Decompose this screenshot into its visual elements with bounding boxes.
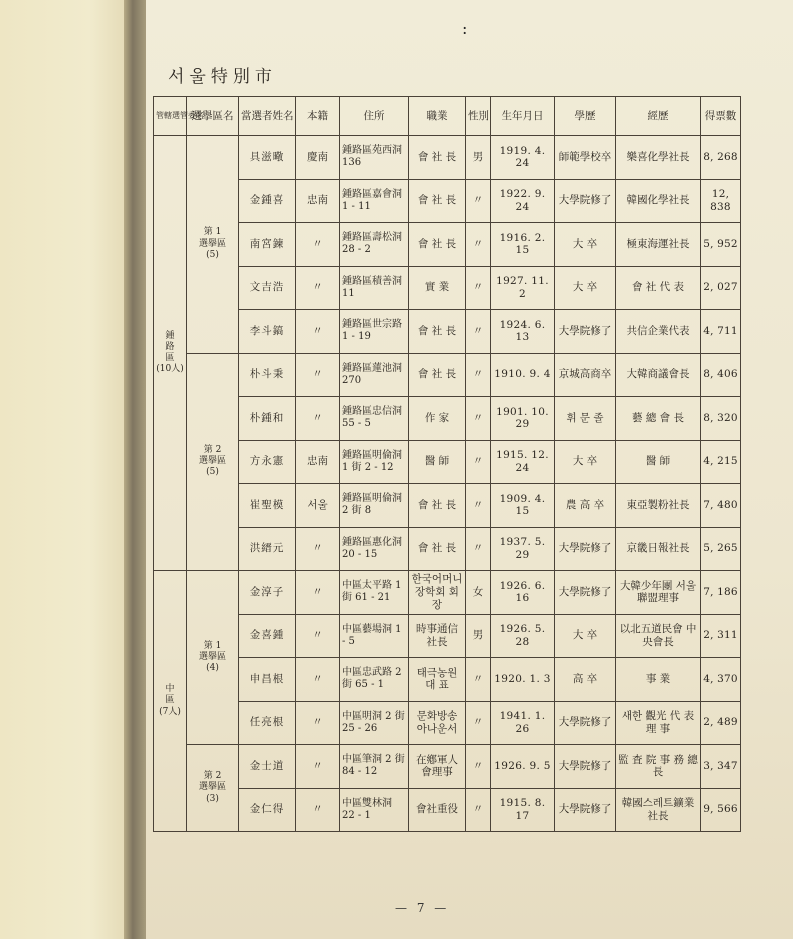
table-row <box>154 223 741 267</box>
cell-sex: 〃 <box>466 527 491 571</box>
cell-career: 監 査 院 事 務 總 長 <box>616 745 701 789</box>
cell-name: 崔聖模 <box>239 484 296 528</box>
header-district: 管轄選管委名 <box>154 97 187 136</box>
cell-sex: 〃 <box>466 397 491 441</box>
cell-career: 樂喜化學社長 <box>616 136 701 180</box>
constituency-cell <box>187 745 239 832</box>
cell-education: 大學院修了 <box>555 788 616 832</box>
cell-occupation: 會 社 長 <box>409 223 466 267</box>
cell-occupation: 會 社 長 <box>409 310 466 354</box>
cell-education: 大學院修了 <box>555 179 616 223</box>
cell-sex: 〃 <box>466 223 491 267</box>
header-address: 住所 <box>340 97 409 136</box>
cell-birth: 1919. 4. 24 <box>491 136 555 180</box>
cell-address: 鍾路區忠信洞 55 - 5 <box>340 397 409 441</box>
district-text: 中 <box>165 684 175 695</box>
cell-name: 金淳子 <box>239 571 296 615</box>
cell-career: 醫 師 <box>616 440 701 484</box>
cell-sex: 〃 <box>466 310 491 354</box>
cell-education: 大學院修了 <box>555 745 616 789</box>
constituency-text: 第 2 <box>203 444 222 455</box>
table-row <box>154 484 741 528</box>
cell-career: 極東海運社長 <box>616 223 701 267</box>
cell-name: 朴斗秉 <box>239 353 296 397</box>
cell-occupation: 태극농원 대 표 <box>409 658 466 702</box>
district-text: 鍾 <box>165 330 175 341</box>
cell-career: 會 社 代 表 <box>616 266 701 310</box>
cell-career: 大韓商議會長 <box>616 353 701 397</box>
cell-votes: 8, 406 <box>701 353 741 397</box>
cell-occupation: 문화방송 아나운서 <box>409 701 466 745</box>
cell-votes: 5, 265 <box>701 527 741 571</box>
table-row <box>154 179 741 223</box>
header-birth: 生年月日 <box>491 97 555 136</box>
district-cell <box>154 571 187 832</box>
page-number: — 7 — <box>395 901 450 915</box>
city-title: 서울特別市 <box>168 67 277 87</box>
cell-hometown: 〃 <box>296 614 340 658</box>
cell-birth: 1924. 6. 13 <box>491 310 555 354</box>
cell-address: 鍾路區明倫洞 1 街 2 - 12 <box>340 440 409 484</box>
cell-address: 鍾路區積善洞 11 <box>340 266 409 310</box>
cell-votes: 9, 566 <box>701 788 741 832</box>
cell-occupation: 會 社 長 <box>409 179 466 223</box>
header-career: 經歷 <box>616 97 701 136</box>
cell-votes: 12, 838 <box>701 179 741 223</box>
cell-name: 文吉浩 <box>239 266 296 310</box>
cell-votes: 2, 311 <box>701 614 741 658</box>
cell-address: 鍾路區蓮池洞 270 <box>340 353 409 397</box>
header-hometown: 本籍 <box>296 97 340 136</box>
district-text: (7人) <box>159 706 181 717</box>
cell-occupation: 會 社 長 <box>409 527 466 571</box>
cell-sex: 〃 <box>466 484 491 528</box>
elected-members-table <box>153 96 741 832</box>
cell-sex: 〃 <box>466 440 491 484</box>
cell-occupation: 會 社 長 <box>409 484 466 528</box>
cell-sex: 男 <box>466 136 491 180</box>
constituency-text: (5) <box>206 467 219 478</box>
cell-hometown: 〃 <box>296 353 340 397</box>
cell-name: 金士道 <box>239 745 296 789</box>
cell-birth: 1920. 1. 3 <box>491 658 555 702</box>
cell-education: 大學院修了 <box>555 310 616 354</box>
header-occupation: 職業 <box>409 97 466 136</box>
table-row <box>154 658 741 702</box>
constituency-text: 選擧區 <box>198 782 226 793</box>
cell-sex: 女 <box>466 571 491 615</box>
cell-name: 申昌根 <box>239 658 296 702</box>
table-row <box>154 310 741 354</box>
cell-hometown: 〃 <box>296 397 340 441</box>
cell-occupation: 在鄕軍人 會理事 <box>409 745 466 789</box>
cell-birth: 1909. 4. 15 <box>491 484 555 528</box>
constituency-text: 第 2 <box>203 771 222 782</box>
left-page-edge <box>0 0 128 939</box>
cell-occupation: 時事通信社長 <box>409 614 466 658</box>
cell-education: 大學院修了 <box>555 701 616 745</box>
cell-address: 鍾路區壽松洞 28 - 2 <box>340 223 409 267</box>
book-gutter <box>124 0 146 939</box>
cell-hometown: 〃 <box>296 571 340 615</box>
header-constituency: 選擧區名 <box>187 97 239 136</box>
constituency-text: 第 1 <box>203 227 222 238</box>
district-text: 區 <box>165 695 175 706</box>
cell-votes: 7, 186 <box>701 571 741 615</box>
cell-birth: 1901. 10. 29 <box>491 397 555 441</box>
header-sex: 性別 <box>466 97 491 136</box>
cell-education: 大 卒 <box>555 614 616 658</box>
cell-birth: 1937. 5. 29 <box>491 527 555 571</box>
cell-name: 金鍾喜 <box>239 179 296 223</box>
cell-name: 朴鍾和 <box>239 397 296 441</box>
constituency-text: (3) <box>206 793 219 804</box>
cell-sex: 男 <box>466 614 491 658</box>
cell-hometown: 〃 <box>296 310 340 354</box>
constituency-cell <box>187 136 239 354</box>
table-row <box>154 614 741 658</box>
table-row <box>154 571 741 615</box>
cell-hometown: 〃 <box>296 788 340 832</box>
cell-name: 南宮鍊 <box>239 223 296 267</box>
cell-education: 大 卒 <box>555 223 616 267</box>
cell-hometown: 忠南 <box>296 179 340 223</box>
cell-education: 大 卒 <box>555 266 616 310</box>
cell-birth: 1910. 9. 4 <box>491 353 555 397</box>
cell-address: 中區忠武路 2 街 65 - 1 <box>340 658 409 702</box>
cell-hometown: 〃 <box>296 745 340 789</box>
cell-address: 中區雙林洞 22 - 1 <box>340 788 409 832</box>
table-row <box>154 745 741 789</box>
cell-birth: 1916. 2. 15 <box>491 223 555 267</box>
table-row <box>154 701 741 745</box>
cell-career: 大韓少年團 서울聯盟理事 <box>616 571 701 615</box>
table-row <box>154 527 741 571</box>
constituency-text: (4) <box>206 663 219 674</box>
cell-occupation: 作 家 <box>409 397 466 441</box>
cell-career: 韓國化學社長 <box>616 179 701 223</box>
cell-education: 師範學校卒 <box>555 136 616 180</box>
cell-birth: 1922. 9. 24 <box>491 179 555 223</box>
header-name: 當選者姓名 <box>239 97 296 136</box>
cell-occupation: 實 業 <box>409 266 466 310</box>
cell-occupation: 醫 師 <box>409 440 466 484</box>
cell-name: 李斗鎬 <box>239 310 296 354</box>
cell-name: 任亮根 <box>239 701 296 745</box>
cell-sex: 〃 <box>466 179 491 223</box>
cell-hometown: 〃 <box>296 527 340 571</box>
constituency-text: 選擧區 <box>198 456 226 467</box>
cell-votes: 7, 480 <box>701 484 741 528</box>
cell-occupation: 會 社 長 <box>409 136 466 180</box>
cell-address: 中區藝場洞 1 - 5 <box>340 614 409 658</box>
cell-address: 鍾路區世宗路 1 - 19 <box>340 310 409 354</box>
cell-education: 大學院修了 <box>555 527 616 571</box>
header-votes: 得票數 <box>701 97 741 136</box>
cell-address: 中區太平路 1 街 61 - 21 <box>340 571 409 615</box>
cell-education: 휘 문 졸 <box>555 397 616 441</box>
cell-votes: 3, 347 <box>701 745 741 789</box>
cell-hometown: 慶南 <box>296 136 340 180</box>
cell-address: 中區筆洞 2 街 84 - 12 <box>340 745 409 789</box>
cell-education: 高 卒 <box>555 658 616 702</box>
cell-career: 韓國스레트鑛業社長 <box>616 788 701 832</box>
cell-sex: 〃 <box>466 745 491 789</box>
cell-sex: 〃 <box>466 658 491 702</box>
cell-votes: 4, 711 <box>701 310 741 354</box>
district-text: (10人) <box>156 364 184 375</box>
cell-address: 中區明洞 2 街 25 - 26 <box>340 701 409 745</box>
cell-education: 農 高 卒 <box>555 484 616 528</box>
cell-education: 京城高商卒 <box>555 353 616 397</box>
cell-hometown: 〃 <box>296 658 340 702</box>
constituency-cell <box>187 571 239 745</box>
cell-career: 事 業 <box>616 658 701 702</box>
table-row <box>154 353 741 397</box>
cell-career: 以北五道民會 中央會長 <box>616 614 701 658</box>
district-cell <box>154 136 187 571</box>
constituency-text: 選擧區 <box>198 238 226 249</box>
cell-name: 具滋曔 <box>239 136 296 180</box>
cell-address: 鍾路區明倫洞 2 街 8 <box>340 484 409 528</box>
cell-address: 鍾路區嘉會洞 1 - 11 <box>340 179 409 223</box>
cell-votes: 4, 370 <box>701 658 741 702</box>
cell-career: 共信企業代表 <box>616 310 701 354</box>
table-row <box>154 136 741 180</box>
cell-sex: 〃 <box>466 701 491 745</box>
cell-sex: 〃 <box>466 353 491 397</box>
cell-sex: 〃 <box>466 788 491 832</box>
district-text: 路 <box>165 341 175 352</box>
cell-votes: 2, 027 <box>701 266 741 310</box>
district-text: 區 <box>165 353 175 363</box>
cell-hometown: 〃 <box>296 223 340 267</box>
cell-name: 金仁得 <box>239 788 296 832</box>
cell-career: 東亞製粉社長 <box>616 484 701 528</box>
cell-votes: 8, 268 <box>701 136 741 180</box>
cell-votes: 4, 215 <box>701 440 741 484</box>
cell-birth: 1927. 11. 2 <box>491 266 555 310</box>
cell-education: 大學院修了 <box>555 571 616 615</box>
constituency-text: 選擧區 <box>198 651 226 662</box>
cell-hometown: 〃 <box>296 701 340 745</box>
cell-hometown: 〃 <box>296 266 340 310</box>
cell-birth: 1926. 5. 28 <box>491 614 555 658</box>
cell-career: 京畿日報社長 <box>616 527 701 571</box>
table-row <box>154 788 741 832</box>
table-header <box>154 97 741 136</box>
header-education: 學歷 <box>555 97 616 136</box>
cell-birth: 1915. 8. 17 <box>491 788 555 832</box>
cell-name: 方永憲 <box>239 440 296 484</box>
cell-birth: 1926. 9. 5 <box>491 745 555 789</box>
cell-votes: 5, 952 <box>701 223 741 267</box>
cell-education: 大 卒 <box>555 440 616 484</box>
cell-name: 洪縉元 <box>239 527 296 571</box>
cell-name: 金喜鍾 <box>239 614 296 658</box>
cell-hometown: 忠南 <box>296 440 340 484</box>
cell-address: 鍾路區惠化洞 20 - 15 <box>340 527 409 571</box>
cell-sex: 〃 <box>466 266 491 310</box>
cell-occupation: 會社重役 <box>409 788 466 832</box>
cell-address: 鍾路區苑西洞 136 <box>340 136 409 180</box>
table-row <box>154 397 741 441</box>
cell-birth: 1915. 12. 24 <box>491 440 555 484</box>
cell-hometown: 서울 <box>296 484 340 528</box>
constituency-text: (5) <box>206 249 219 260</box>
cell-occupation: 한국어머니장학회 회장 <box>409 571 466 615</box>
cell-occupation: 會 社 長 <box>409 353 466 397</box>
cell-votes: 8, 320 <box>701 397 741 441</box>
constituency-cell <box>187 353 239 571</box>
cell-career: 새한 觀光 代 表 理 事 <box>616 701 701 745</box>
cell-birth: 1926. 6. 16 <box>491 571 555 615</box>
page-mark: : <box>462 19 468 38</box>
cell-career: 藝 總 會 長 <box>616 397 701 441</box>
table-row <box>154 440 741 484</box>
constituency-text: 第 1 <box>203 640 222 651</box>
cell-votes: 2, 489 <box>701 701 741 745</box>
table-row <box>154 266 741 310</box>
cell-birth: 1941. 1. 26 <box>491 701 555 745</box>
